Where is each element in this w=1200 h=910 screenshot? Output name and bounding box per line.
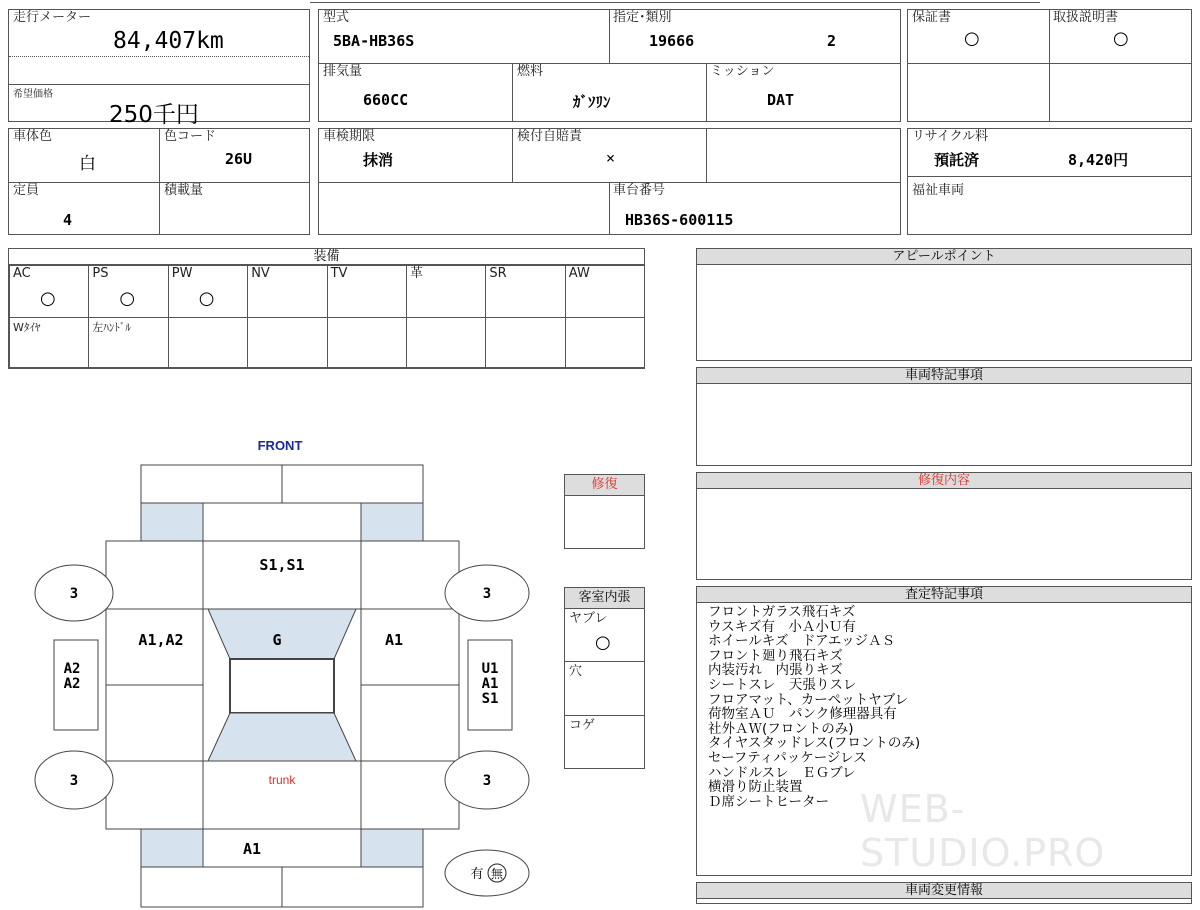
top-edge-line xyxy=(310,2,1040,3)
mileage-price-block xyxy=(8,9,310,128)
transmission-divider xyxy=(706,63,707,122)
tire-rear-left-value: 3 xyxy=(69,773,79,789)
equipment-cell-row2-2 xyxy=(168,317,248,368)
inspection-value: 抹消 xyxy=(363,151,394,169)
assessment-note: タイヤスタッドレス(フロントのみ) xyxy=(708,735,921,752)
equipment-cell-row2-1 xyxy=(88,317,168,368)
welfare-label: 福祉車両 xyxy=(912,183,965,198)
assessment-note: セーフティパッケージレス xyxy=(708,749,867,766)
right-front-door-damage: A1 xyxy=(384,631,404,649)
assessment-note: シートスレ 天張りスレ xyxy=(708,676,857,693)
repair-title: 修復 xyxy=(565,475,644,496)
color-code-label: 色コード xyxy=(164,129,217,144)
price-label: 希望価格 xyxy=(13,89,53,100)
hood-damage: S1,S1 xyxy=(259,556,305,574)
category-number: 2 xyxy=(827,32,837,50)
windshield-damage: G xyxy=(272,631,282,649)
equipment-label: PW xyxy=(171,266,193,281)
equipment-cell-2 xyxy=(168,265,248,318)
fender-fl xyxy=(141,503,203,541)
capacity-value: 4 xyxy=(63,211,73,229)
recycle-label: リサイクル料 xyxy=(912,129,989,144)
equipment-table xyxy=(8,248,645,369)
body-color-value: 白 xyxy=(79,154,96,174)
equipment-cell-7 xyxy=(565,265,645,318)
left-front-door-damage: A1,A2 xyxy=(138,631,184,649)
rear-damage: A1 xyxy=(242,840,262,858)
tire-front-right-value: 3 xyxy=(482,586,492,602)
transmission-label: ミッション xyxy=(710,64,775,79)
vehicle-notes-title: 車両特記事項 xyxy=(697,368,1191,384)
equipment-cell-3 xyxy=(247,265,327,318)
repair-details-title: 修復内容 xyxy=(697,473,1191,489)
equipment-label: AW xyxy=(568,266,590,281)
right-side-damage-3: S1 xyxy=(481,691,499,707)
documents-block xyxy=(907,9,1192,122)
equipment-cell-5 xyxy=(406,265,486,318)
mileage-label: 走行メーター xyxy=(13,10,92,25)
equipment-cell-4 xyxy=(327,265,407,318)
car-damage-diagram xyxy=(0,430,560,910)
designation-label: 指定･類別 xyxy=(613,10,672,25)
repair-details-section xyxy=(696,472,1192,580)
repair-box xyxy=(564,474,645,549)
vehicle-notes-section xyxy=(696,367,1192,466)
equipment-label: 左ﾊﾝﾄﾞﾙ xyxy=(92,321,131,334)
fuel-value: ｶﾞｿﾘﾝ xyxy=(573,93,611,111)
assessment-note: ハンドルスレ ＥＧブレ xyxy=(708,764,856,781)
fender-fr xyxy=(361,503,423,541)
mileage-value: 84,407km xyxy=(113,28,224,54)
insurance-label: 検付自賠責 xyxy=(517,129,583,144)
color-capacity-block xyxy=(8,128,310,235)
change-info-title: 車両変更情報 xyxy=(697,883,1191,899)
rear-glass xyxy=(208,713,356,761)
spare-tire-no: 無 xyxy=(490,867,504,881)
color-code-value: 26U xyxy=(225,150,253,168)
designation-divider xyxy=(609,10,610,63)
chassis-value: HB36S-600115 xyxy=(625,211,734,229)
equipment-label: NV xyxy=(251,266,270,281)
interior-box xyxy=(564,587,645,769)
assessment-note: 荷物室ＡＵ パンク修理器具有 xyxy=(708,706,897,723)
equipment-cell-1 xyxy=(88,265,168,318)
insurance-value: × xyxy=(606,149,616,167)
warranty-mark: ○ xyxy=(964,28,980,49)
recycle-block xyxy=(907,128,1192,235)
equipment-cell-row2-4 xyxy=(327,317,407,368)
equipment-cell-row2-0 xyxy=(9,317,89,368)
assessment-note: フロントガラス飛石キズ xyxy=(708,604,856,620)
designation-number: 19666 xyxy=(649,32,695,50)
recycle-status: 預託済 xyxy=(934,151,980,169)
interior-hole-label: 穴 xyxy=(569,664,583,679)
equipment-label: 革 xyxy=(410,266,424,281)
inspection-block xyxy=(318,128,901,235)
recycle-row-divider xyxy=(908,176,1191,177)
appeal-point-section xyxy=(696,248,1192,361)
equipment-label: PS xyxy=(92,266,109,281)
model-row-divider xyxy=(319,63,900,64)
assessment-notes-list xyxy=(708,605,920,809)
recycle-fee: 8,420円 xyxy=(1068,151,1129,169)
roof xyxy=(230,659,334,713)
equipment-title: 装備 xyxy=(9,249,644,265)
manual-mark: ○ xyxy=(1113,28,1129,49)
tire-rear-right-value: 3 xyxy=(482,773,492,789)
equipment-cell-row2-5 xyxy=(406,317,486,368)
transmission-value: DAT xyxy=(767,91,795,109)
inspection-label: 車検期限 xyxy=(323,129,376,144)
price-value: 250千円 xyxy=(109,102,199,128)
right-side-damage-2: A1 xyxy=(481,676,499,692)
interior-divider-2 xyxy=(565,715,644,716)
interior-title: 客室内張 xyxy=(565,588,644,609)
assessment-note: Ｄ席シートヒーター xyxy=(708,793,829,810)
front-label: FRONT xyxy=(257,438,303,453)
manual-label: 取扱説明書 xyxy=(1053,10,1119,25)
color-row-divider xyxy=(9,182,309,183)
watermark: WEB-STUDIO.PRO xyxy=(860,787,1106,875)
equipment-grid xyxy=(9,265,644,368)
fuel-label: 燃料 xyxy=(517,64,544,79)
capacity-label: 定員 xyxy=(13,183,40,198)
insurance-divider xyxy=(512,129,513,182)
rear-center xyxy=(203,829,361,867)
equipment-label: SR xyxy=(489,266,507,281)
tire-front-left-value: 3 xyxy=(69,586,79,602)
price-divider xyxy=(9,84,309,85)
load-capacity-label: 積載量 xyxy=(164,183,204,198)
equipment-label: Wﾀｲﾔ xyxy=(13,321,41,334)
appeal-point-title: アピールポイント xyxy=(697,249,1191,265)
assessment-note: フロント廻り飛石キズ xyxy=(708,647,843,664)
warranty-label: 保証書 xyxy=(912,10,952,25)
equipment-cell-0 xyxy=(9,265,89,318)
interior-tear-mark: ○ xyxy=(595,632,611,653)
assessment-note: 横滑り防止装置 xyxy=(708,779,803,796)
equipment-mark: ○ xyxy=(40,288,56,309)
assessment-note: ウスキズ有 小Ａ小Ｕ有 xyxy=(708,618,856,635)
model-type-value: 5BA-HB36S xyxy=(333,32,415,50)
model-block xyxy=(318,9,901,122)
body-color-label: 車体色 xyxy=(13,129,53,144)
equipment-label: TV xyxy=(330,266,348,281)
documents-divider xyxy=(1049,10,1050,122)
equipment-cell-row2-7 xyxy=(565,317,645,368)
fuel-divider xyxy=(512,63,513,122)
right-side-damage-1: U1 xyxy=(481,661,499,677)
equipment-cell-row2-6 xyxy=(485,317,565,368)
equipment-mark: ○ xyxy=(198,288,215,309)
assessment-notes-title: 査定特記事項 xyxy=(697,587,1191,603)
left-side-damage-2: A2 xyxy=(63,676,81,692)
equipment-label: AC xyxy=(13,266,31,281)
fender-rl xyxy=(141,829,203,867)
spare-tire-yes: 有 xyxy=(470,867,484,882)
interior-tear-label: ヤブレ xyxy=(569,611,608,626)
equipment-mark: ○ xyxy=(119,288,136,309)
assessment-note: 社外ＡＷ(フロントのみ) xyxy=(708,720,854,737)
interior-divider-1 xyxy=(565,661,644,662)
documents-row-divider xyxy=(908,63,1191,64)
chassis-divider xyxy=(609,182,610,235)
mileage-divider xyxy=(9,56,309,57)
left-side-damage-1: A2 xyxy=(63,661,81,677)
displacement-label: 排気量 xyxy=(323,64,363,79)
spare-tire-indicator xyxy=(445,850,529,896)
fender-rr xyxy=(361,829,423,867)
equipment-cell-6 xyxy=(485,265,565,318)
trunk-label: trunk xyxy=(268,773,296,787)
chassis-label: 車台番号 xyxy=(613,183,666,198)
displacement-value: 660CC xyxy=(363,91,409,109)
assessment-note: ホイールキズ ドアエッジＡＳ xyxy=(708,633,896,650)
windshield xyxy=(208,609,356,659)
assessment-note: フロアマット、カーペットヤブレ xyxy=(708,691,909,708)
assessment-note: 内装汚れ 内張りキズ xyxy=(708,662,843,679)
change-info-section xyxy=(696,882,1192,904)
interior-burn-label: コゲ xyxy=(569,718,596,733)
model-type-label: 型式 xyxy=(323,10,350,25)
inspection-extra-divider xyxy=(706,129,707,182)
equipment-cell-row2-3 xyxy=(247,317,327,368)
